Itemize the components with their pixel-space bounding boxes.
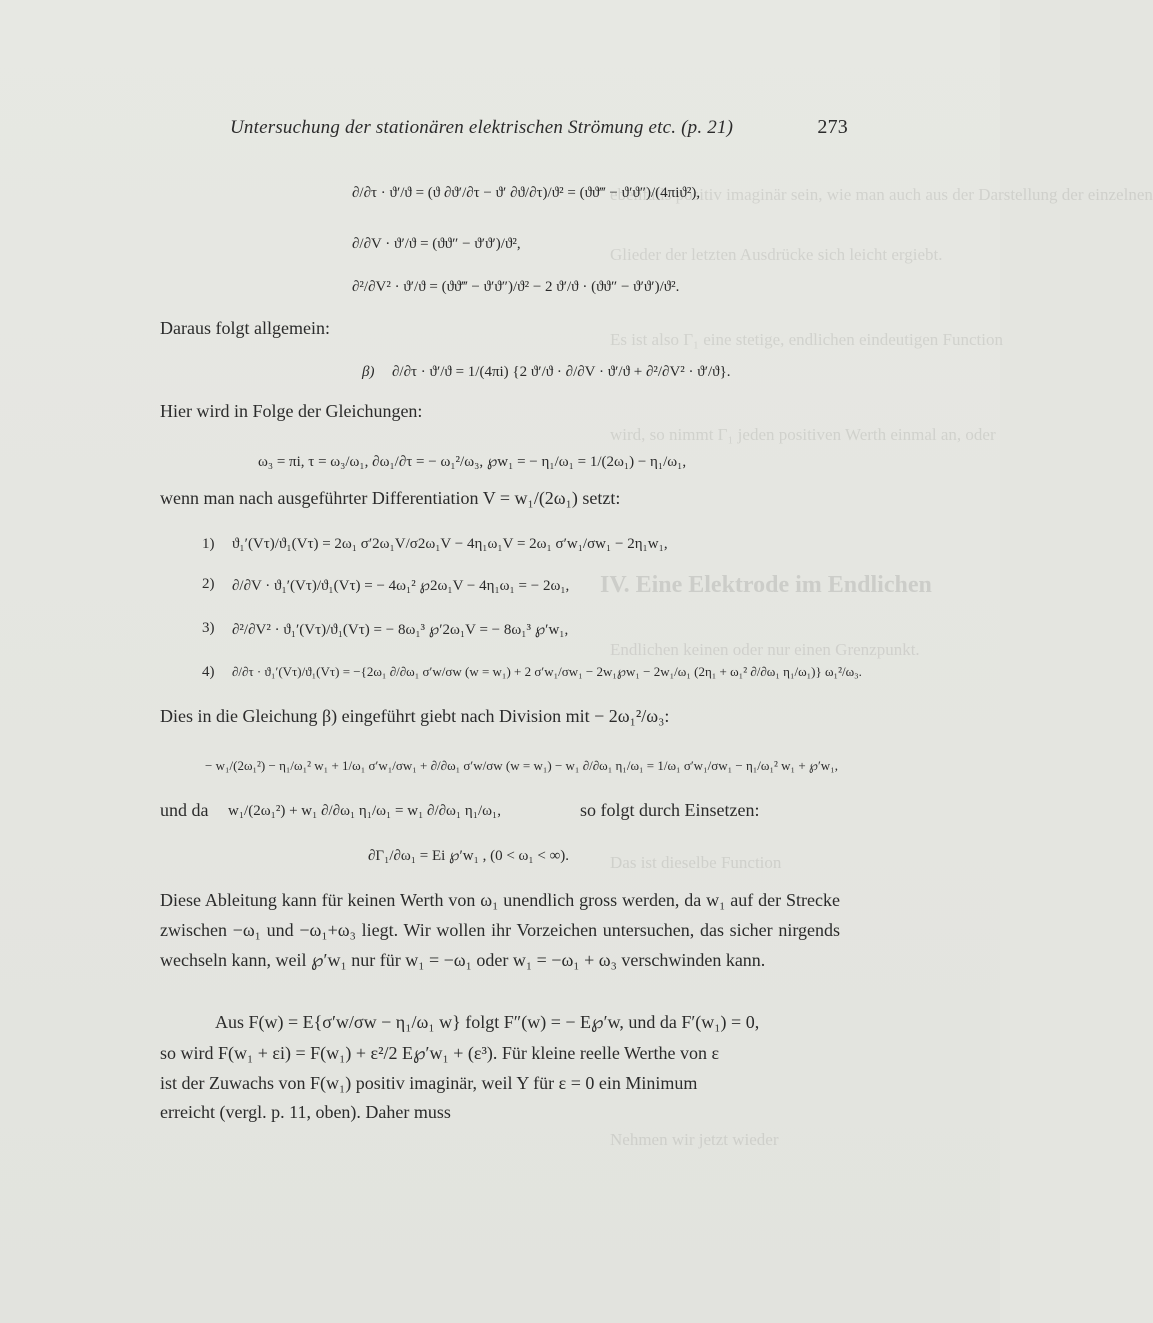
equation-label: 4) <box>202 664 215 680</box>
equation-und-da: w₁/(2ω₁²) + w₁ ∂/∂ω₁ η₁/ω₁ = w₁ ∂/∂ω₁ η₁/ω₁, <box>228 803 501 819</box>
bleed-through-line: wird, so nimmt Γ₁ jeden positiven Werth einmal an, oder <box>610 425 996 444</box>
equation-label-beta: β) <box>362 364 375 380</box>
paragraph-aus-line: Aus F(w) = E{σ′w/σw − η₁/ω₁ w} folgt F″(w) = − E℘′w, und da F′(w₁) = 0, <box>215 1012 760 1032</box>
equation-dtau: ∂/∂τ · ϑ′/ϑ = (ϑ ∂ϑ′/∂τ − ϑ′ ∂ϑ/∂τ)/ϑ² = (ϑϑ‴ − ϑ′ϑ″)/(4πiϑ²), <box>352 185 701 201</box>
page-number: 273 <box>817 116 848 138</box>
text-dies: Dies in die Gleichung β) eingeführt giebt nach Division mit − 2ω₁²/ω₃: <box>160 706 670 726</box>
numbered-equation: ∂²/∂V² · ϑ₁′(Vτ)/ϑ₁(Vτ) = − 8ω₁³ ℘′2ω₁V = − 8ω₁³ ℘′w₁, <box>232 622 569 638</box>
text-und-da: und da <box>160 800 209 820</box>
text-wenn: wenn man nach ausgeführter Differentiation V = w₁/(2ω₁) setzt: <box>160 488 621 508</box>
equation-d2V: ∂²/∂V² · ϑ′/ϑ = (ϑϑ‴ − ϑ′ϑ″)/ϑ² − 2 ϑ′/ϑ · (ϑϑ″ − ϑ′ϑ′)/ϑ². <box>352 279 680 295</box>
paragraph-aus-line: erreicht (vergl. p. 11, oben). Daher muss <box>160 1102 451 1122</box>
bleed-through-line: Es ist also Γ₁ eine stetige, endlichen eindeutigen Function <box>610 330 1003 349</box>
equation-gleichungen: ω₃ = πi, τ = ω₃/ω₁, ∂ω₁/∂τ = − ω₁²/ω₃, ℘w₁ = − η₁/ω₁ = 1/(2ω₁) − η₁/ω₁, <box>258 454 687 470</box>
paragraph-aus-line: ist der Zuwachs von F(w₁) positiv imaginär, weil Y für ε = 0 ein Minimum <box>160 1073 698 1093</box>
equation-label: 1) <box>202 536 215 552</box>
bleed-through-line: Glieder der letzten Ausdrücke sich leicht ergiebt. <box>610 245 943 264</box>
bleed-through-line: Endlichen keinen oder nur einen Grenzpunkt. <box>610 640 920 659</box>
running-head <box>230 116 848 139</box>
paragraph-ableitung: Diese Ableitung kann für keinen Werth von ω₁ unendlich gross werden, da w₁ auf der Strecke zwischen −ω₁ und −ω₁+ω₃ liegt. Wir wollen ihr Vorzeichen untersuchen, das sicher nirgends wechseln kann, weil ℘′w₁ nur für w₁ = −ω₁ oder w₁ = −ω₁ + ω₃ verschwinden kann. <box>160 890 840 970</box>
numbered-equation: ∂/∂τ · ϑ₁′(Vτ)/ϑ₁(Vτ) = −{2ω₁ ∂/∂ω₁ σ′w/σw (w = w₁) + 2 σ′w₁/σw₁ − 2w₁℘w₁ − 2w₁/ω₁ (2η₁ + ω₁² ∂/∂ω₁ η₁/ω₁)} ω₁²/ω₃. <box>232 664 862 679</box>
paragraph-aus-line: so wird F(w₁ + εi) = F(w₁) + ε²/2 E℘′w₁ + (ε³). Für kleine reelle Werthe von ε <box>160 1043 720 1063</box>
equation-result: ∂Γ₁/∂ω₁ = Ei ℘′w₁ , (0 < ω₁ < ∞). <box>368 848 570 864</box>
bleed-through-line: ebenfalls positiv imaginär sein, wie man auch aus der Darstellung der einzelnen <box>610 185 1153 204</box>
bleed-through-line: Nehmen wir jetzt wieder <box>610 1130 779 1149</box>
numbered-equation: ϑ₁′(Vτ)/ϑ₁(Vτ) = 2ω₁ σ′2ω₁V/σ2ω₁V − 4η₁ω₁V = 2ω₁ σ′w₁/σw₁ − 2η₁w₁, <box>232 536 668 552</box>
equation-label: 3) <box>202 620 215 636</box>
text-daraus: Daraus folgt allgemein: <box>160 318 330 338</box>
equation-label: 2) <box>202 576 215 592</box>
bleed-through-line: IV. Eine Elektrode im Endlichen <box>600 572 932 598</box>
equation-division: − w₁/(2ω₁²) − η₁/ω₁² w₁ + 1/ω₁ σ′w₁/σw₁ + ∂/∂ω₁ σ′w/σw (w = w₁) − w₁ ∂/∂ω₁ η₁/ω₁ = 1/ω₁ σ′w₁/σw₁ − η₁/ω₁² w₁ + ℘′w₁, <box>205 758 838 773</box>
running-title: Untersuchung der stationären elektrischen Strömung etc. (p. 21) <box>230 117 734 138</box>
equation-dV: ∂/∂V · ϑ′/ϑ = (ϑϑ″ − ϑ′ϑ′)/ϑ², <box>352 236 521 252</box>
text-so-folgt: so folgt durch Einsetzen: <box>580 800 760 820</box>
equation-beta: ∂/∂τ · ϑ′/ϑ = 1/(4πi) {2 ϑ′/ϑ · ∂/∂V · ϑ′/ϑ + ∂²/∂V² · ϑ′/ϑ}. <box>392 364 731 380</box>
numbered-equation: ∂/∂V · ϑ₁′(Vτ)/ϑ₁(Vτ) = − 4ω₁² ℘2ω₁V − 4η₁ω₁ = − 2ω₁, <box>232 578 570 594</box>
text-hier: Hier wird in Folge der Gleichungen: <box>160 401 423 421</box>
bleed-through-line: Das ist dieselbe Function <box>610 853 782 872</box>
